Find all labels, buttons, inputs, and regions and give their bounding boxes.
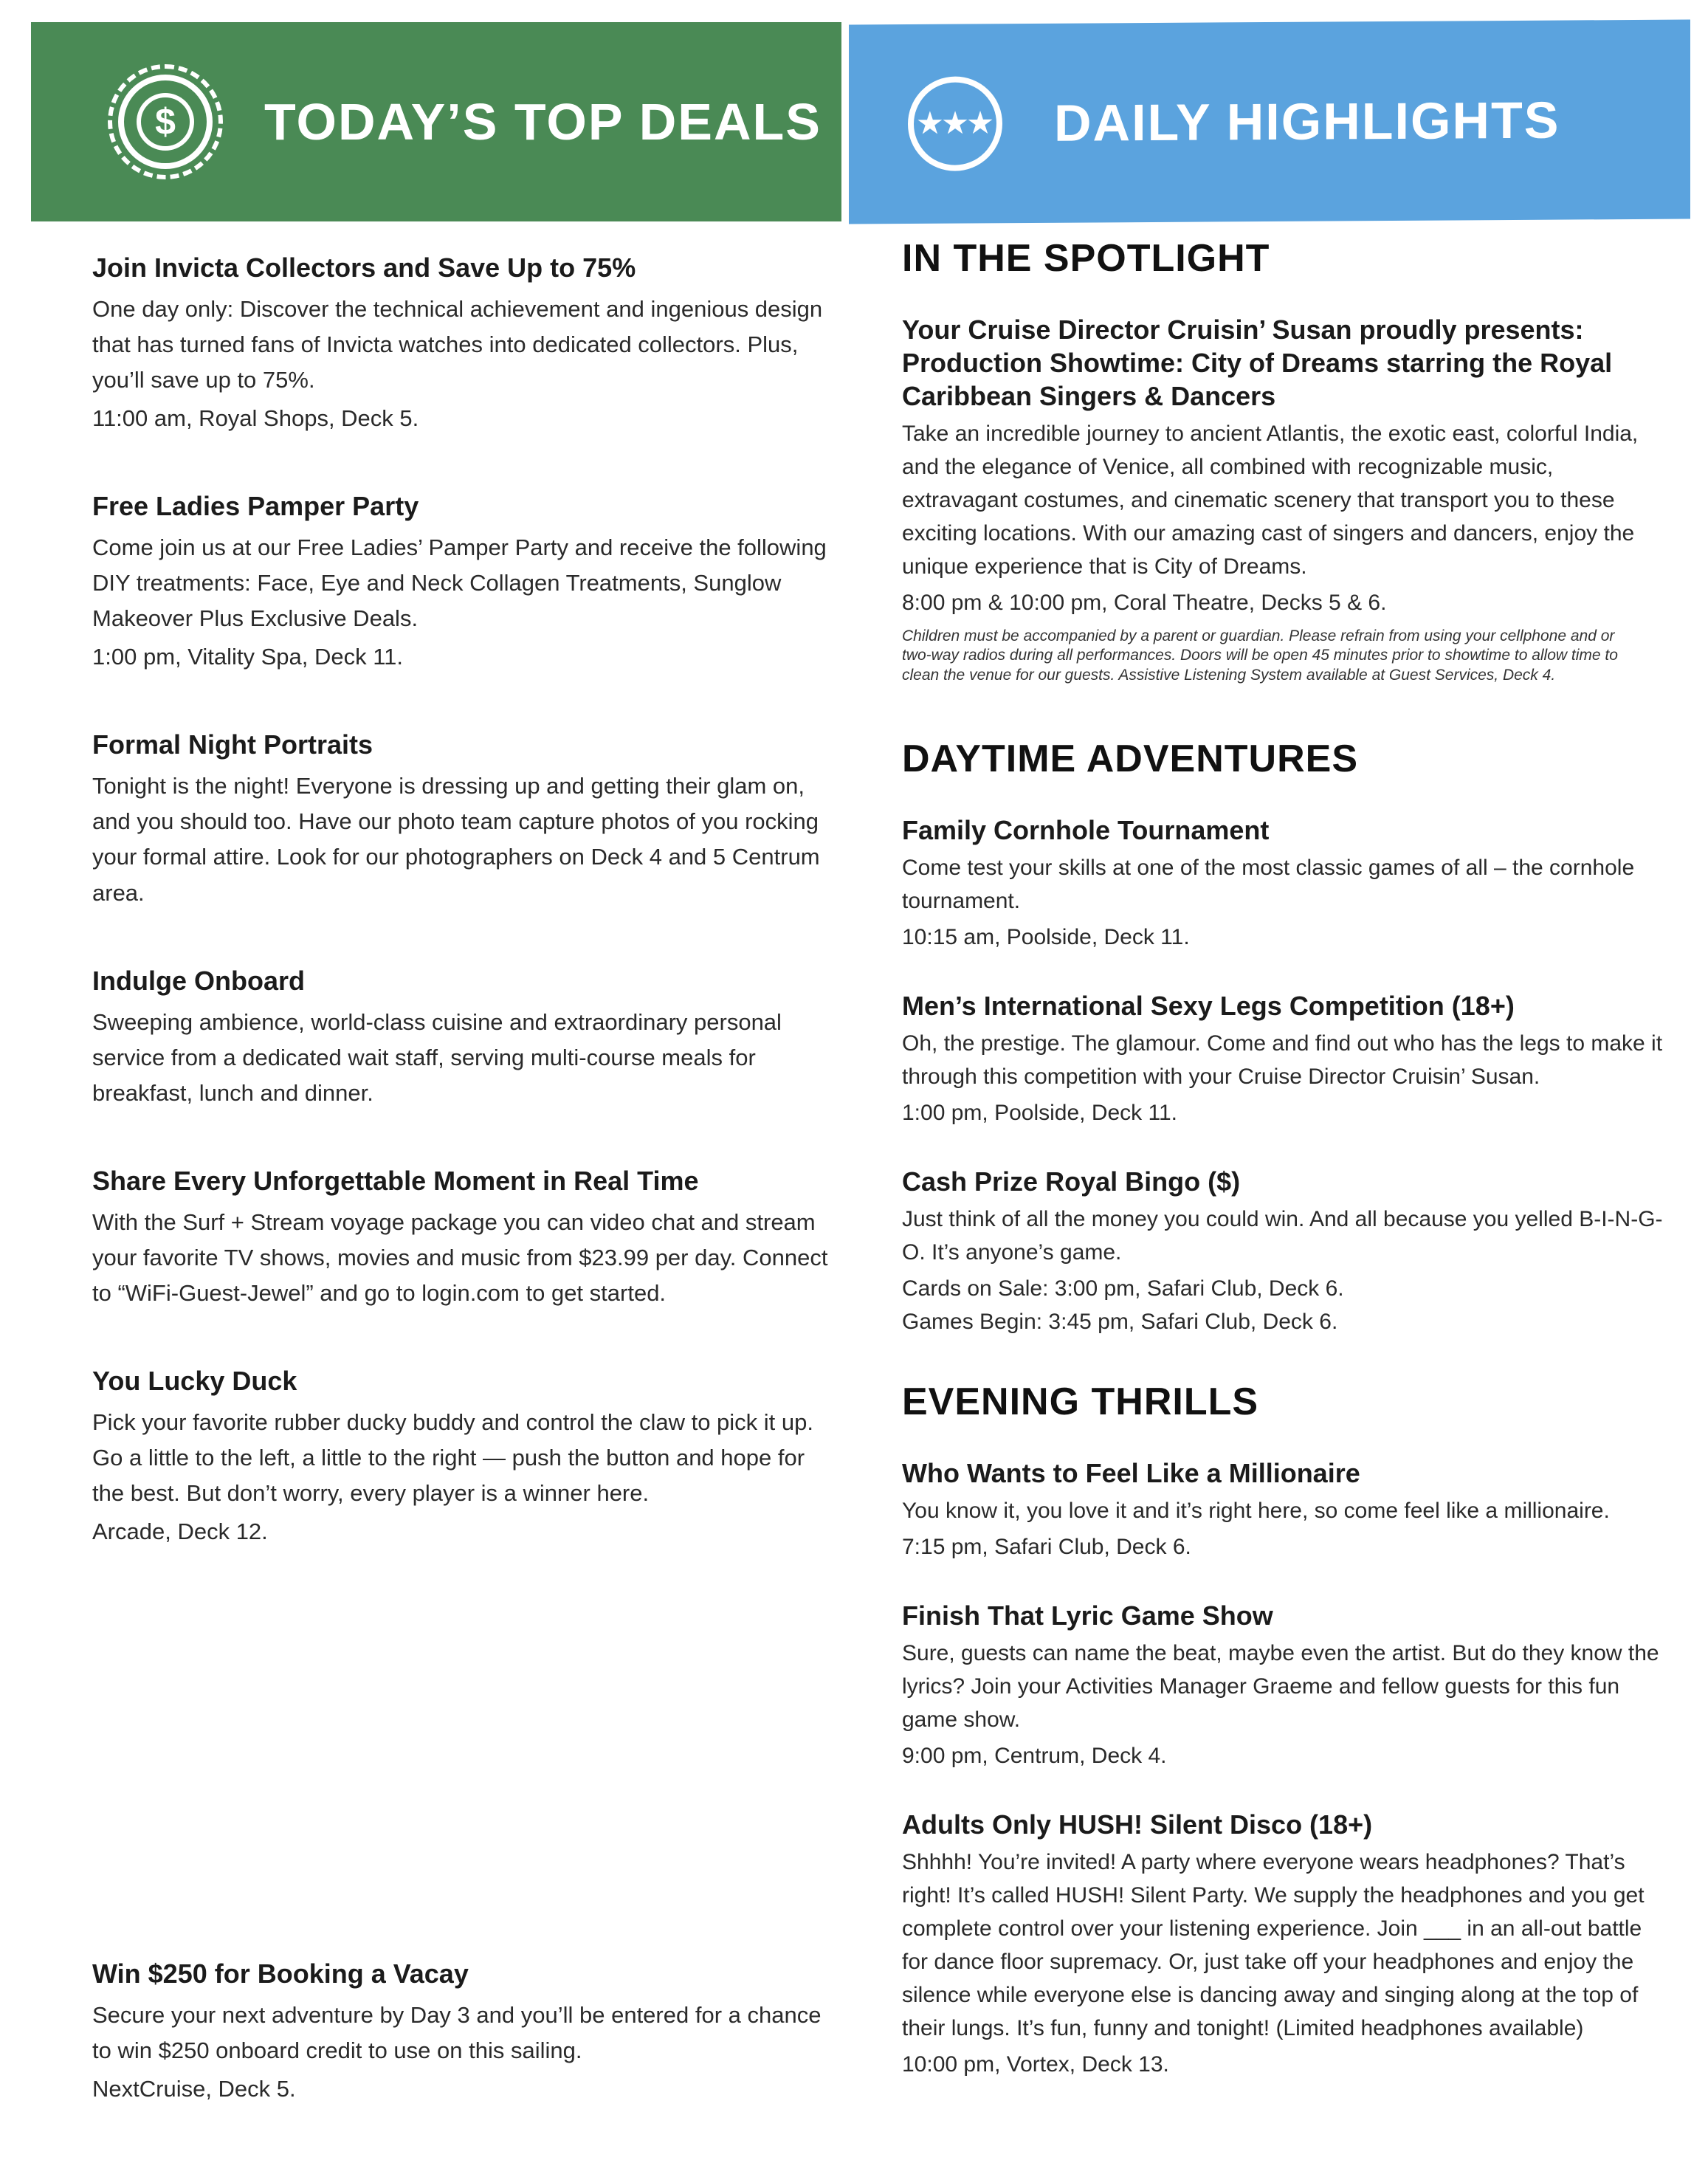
spotlight-body: Take an incredible journey to ancient Atlantis, the exotic east, colorful India, and the elegance of Venice, all combined with recognizable music, extravagant costumes, and cinematic scenery that transport you to these exciting locations. With our amazing cast of singers and dancers, enjoy the unique experience that is City of Dreams.	[902, 422, 1639, 579]
spotlight-details: 8:00 pm & 10:00 pm, Coral Theatre, Decks 5 & 6.	[902, 591, 1387, 615]
stars-badge-icon: ★★★	[908, 76, 1002, 171]
deal-details: NextCruise, Deck 5.	[92, 2076, 296, 2102]
evening-item	[902, 1456, 1670, 1564]
deal-item	[92, 1164, 830, 1311]
daytime-item	[902, 814, 1670, 954]
highlights-banner-title: DAILY HIGHLIGHTS	[1054, 91, 1560, 152]
deal-title: Free Ladies Pamper Party	[92, 491, 419, 522]
deal-title: Formal Night Portraits	[92, 729, 373, 760]
daytime-details: Cards on Sale: 3:00 pm, Safari Club, Deck 6.	[902, 1276, 1344, 1301]
daytime-item	[902, 989, 1670, 1129]
deals-banner-title: TODAY’S TOP DEALS	[264, 93, 822, 151]
highlights-column	[902, 236, 1670, 2116]
deal-item	[92, 1957, 830, 2107]
deal-title: Share Every Unforgettable Moment in Real Time	[92, 1165, 699, 1196]
daytime-details: 10:15 am, Poolside, Deck 11.	[902, 924, 1190, 949]
highlights-banner	[849, 20, 1690, 224]
daytime-title: Men’s International Sexy Legs Competition (18+)	[902, 990, 1515, 1021]
evening-title: Finish That Lyric Game Show	[902, 1600, 1273, 1631]
deal-body: Pick your favorite rubber ducky buddy and control the claw to pick it up. Go a little to the left, a little to the right — push the button and hope for the best. But don’t worry, every player is a winner here.	[92, 1409, 813, 1506]
deal-body: Tonight is the night! Everyone is dressing up and getting their glam on, and you should too. Have our photo team capture photos of you rocking your formal attire. Look for our photographers on Deck 4 and 5 Centrum area.	[92, 773, 820, 906]
evening-details: 9:00 pm, Centrum, Deck 4.	[902, 1743, 1167, 1768]
evening-title: Adults Only HUSH! Silent Disco (18+)	[902, 1809, 1373, 1840]
evening-details: 7:15 pm, Safari Club, Deck 6.	[902, 1534, 1191, 1559]
deal-body: One day only: Discover the technical achievement and ingenious design that has turned fans of Invicta watches into dedicated collectors. Plus, you’ll save up to 75%.	[92, 296, 823, 393]
deal-body: Sweeping ambience, world-class cuisine and extraordinary personal service from a dedicated wait staff, serving multi-course meals for breakfast, lunch and dinner.	[92, 1008, 782, 1106]
evening-item	[902, 1808, 1670, 2081]
daytime-title: Family Cornhole Tournament	[902, 814, 1270, 845]
spotlight-item	[902, 313, 1670, 619]
evening-body: Shhhh! You’re invited! A party where everyone wears headphones? That’s right! It’s called HUSH! Silent Party. We supply the headphones and you get complete control over your listening experience. Join ___ in an all-out battle for dance floor supremacy. Or, just take off your headphones and enjoy the silence while everyone else is dancing away and singing along at the top of their lungs. It’s fun, funny and tonight! (Limited headphones available)	[902, 1849, 1645, 2040]
deal-item	[92, 489, 830, 675]
deal-body: Come join us at our Free Ladies’ Pamper Party and receive the following DIY treatments: Face, Eye and Neck Collagen Treatments, Sunglow Makeover Plus Exclusive Deals.	[92, 534, 827, 632]
evening-heading: EVENING THRILLS	[902, 1380, 1259, 1423]
deal-body: With the Surf + Stream voyage package you can video chat and stream your favorite TV shows, movies and music from $23.99 per day. Connect to “WiFi-Guest-Jewel” and go to login.com to get started.	[92, 1208, 828, 1306]
deal-title: You Lucky Duck	[92, 1365, 297, 1396]
deal-item	[92, 1364, 830, 1550]
daytime-heading: DAYTIME ADVENTURES	[902, 737, 1359, 780]
daytime-title: Cash Prize Royal Bingo ($)	[902, 1166, 1241, 1197]
daytime-details: 1:00 pm, Poolside, Deck 11.	[902, 1100, 1177, 1125]
daytime-body: Come test your skills at one of the most classic games of all – the cornhole tournament.	[902, 855, 1635, 913]
spotlight-title: Your Cruise Director Cruisin’ Susan proudly presents: Production Showtime: City of Dreams starring the Royal Caribbean Singers & Dancers	[902, 314, 1613, 411]
deal-item	[92, 964, 830, 1111]
evening-body: You know it, you love it and it’s right here, so come feel like a millionaire.	[902, 1498, 1610, 1523]
deals-banner	[31, 22, 841, 221]
spotlight-fine-print: Children must be accompanied by a parent or guardian. Please refrain from using your cellphone and or two-way radios during all performances. Doors will be open 45 minutes prior to showtime to allow time to clean the venue for our guests. Assistive Listening System available at Guest Services, Deck 4.	[902, 627, 1618, 684]
evening-details: 10:00 pm, Vortex, Deck 13.	[902, 2051, 1169, 2077]
spotlight-heading: IN THE SPOTLIGHT	[902, 237, 1270, 280]
dollar-badge-icon: $	[118, 75, 213, 169]
deal-details: 1:00 pm, Vitality Spa, Deck 11.	[92, 644, 404, 670]
deal-details: Arcade, Deck 12.	[92, 1518, 268, 1544]
evening-body: Sure, guests can name the beat, maybe even the artist. But do they know the lyrics? Join your Activities Manager Graeme and fellow guests for this fun game show.	[902, 1640, 1659, 1732]
deal-item	[92, 251, 830, 436]
evening-item	[902, 1599, 1670, 1772]
deal-title: Indulge Onboard	[92, 965, 305, 996]
evening-title: Who Wants to Feel Like a Millionaire	[902, 1457, 1360, 1488]
daytime-body: Oh, the prestige. The glamour. Come and find out who has the legs to make it through this competition with your Cruise Director Cruisin’ Susan.	[902, 1031, 1663, 1089]
deals-column	[92, 251, 830, 2160]
deal-title: Join Invicta Collectors and Save Up to 75%	[92, 252, 636, 283]
deal-item	[92, 728, 830, 910]
deal-title: Win $250 for Booking a Vacay	[92, 1958, 469, 1989]
daytime-body: Just think of all the money you could win. And all because you yelled B-I-N-G-O. It’s anyone’s game.	[902, 1206, 1663, 1265]
deal-details: 11:00 am, Royal Shops, Deck 5.	[92, 405, 419, 432]
daytime-item	[902, 1165, 1670, 1338]
daytime-details-2: Games Begin: 3:45 pm, Safari Club, Deck 6.	[902, 1309, 1338, 1334]
deal-body: Secure your next adventure by Day 3 and you’ll be entered for a chance to win $250 onboard credit to use on this sailing.	[92, 2002, 822, 2064]
